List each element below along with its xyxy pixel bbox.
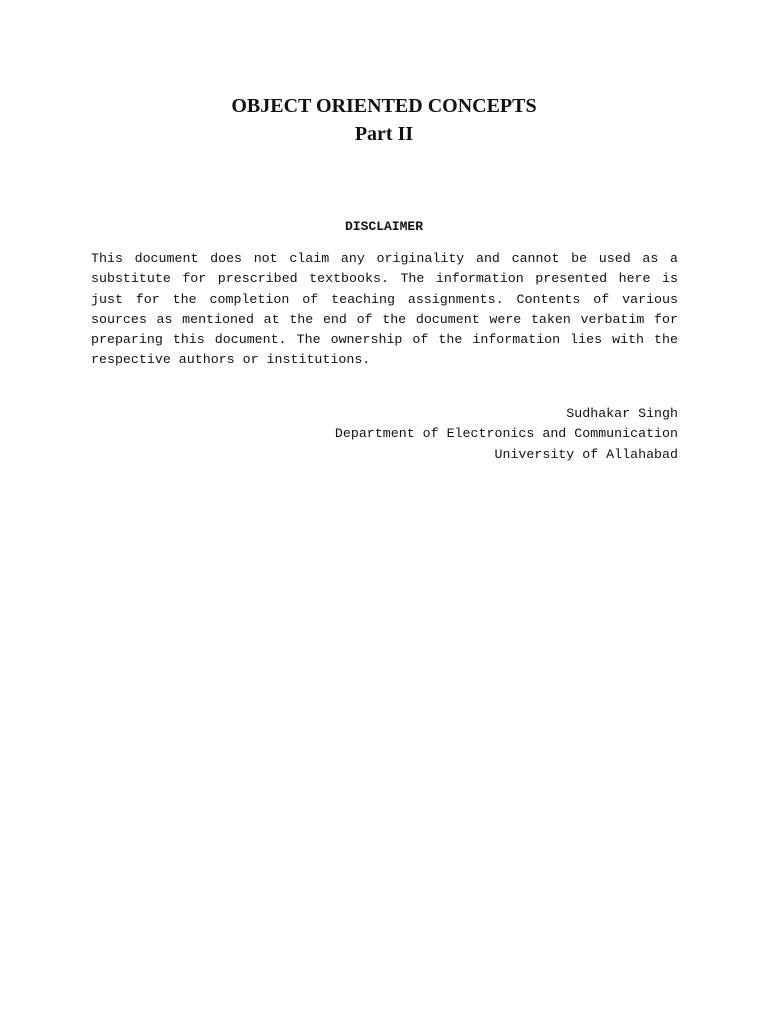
title-block xyxy=(0,92,768,148)
author-name: Sudhakar Singh xyxy=(566,406,678,421)
author-signature-block xyxy=(91,404,678,465)
disclaimer-paragraph: This document does not claim any originality and cannot be used as a substitute for prescribed textbooks. The information presented here is just for the completion of teaching assignments. Contents of various sources as mentioned at the end of the document were taken verbatim for preparing this document. The ownership of the information lies with the respective authors or institutions. xyxy=(91,251,678,368)
document-title: OBJECT ORIENTED CONCEPTS xyxy=(231,95,537,117)
author-department: Department of Electronics and Communication xyxy=(334,426,678,442)
author-university: University of Allahabad xyxy=(494,446,678,462)
disclaimer-heading: DISCLAIMER xyxy=(344,219,423,234)
document-subtitle: Part II xyxy=(354,123,414,145)
